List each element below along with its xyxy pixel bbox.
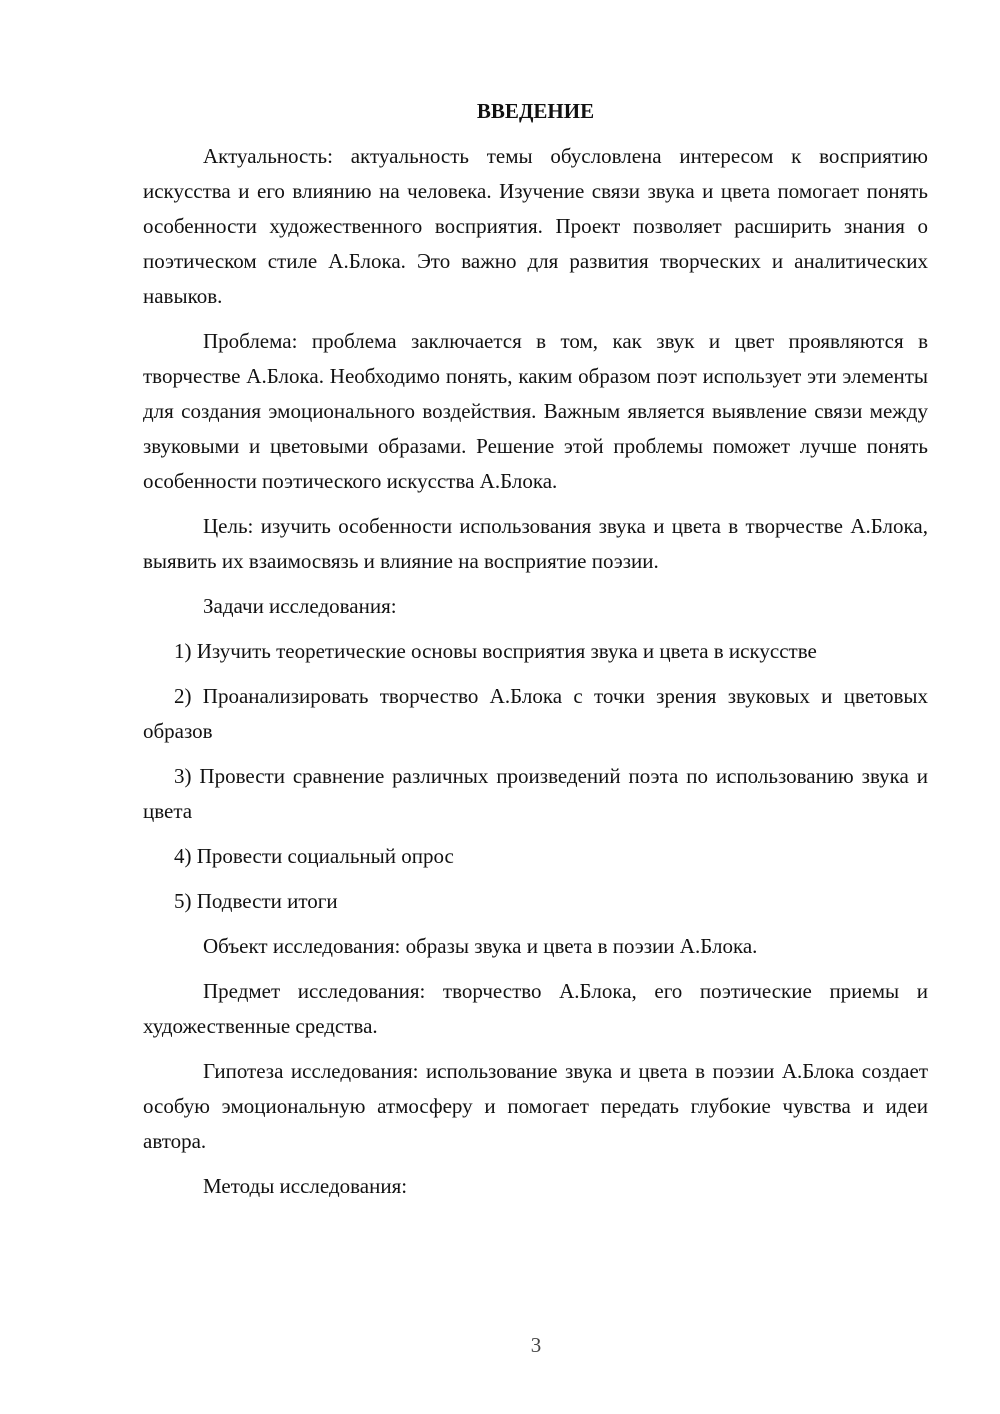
- task-item-2: 2) Проанализировать творчество А.Блока с точки зрения звуковых и цветовых образов: [143, 684, 928, 743]
- task-item-4: 4) Провести социальный опрос: [174, 844, 454, 868]
- paragraph-hypothesis: Гипотеза исследования: использование звука и цвета в поэзии А.Блока создает особую эмоциональную атмосферу и помогает передать глубокие чувства и идеи автора.: [143, 1059, 928, 1153]
- paragraph-problem: Проблема: проблема заключается в том, как звук и цвет проявляются в творчестве А.Блока. Необходимо понять, каким образом поэт использует эти элементы для создания эмоционального воздействия. Важным является выявление связи между звуковыми и цветовыми образами. Решение этой проблемы поможет лучше понять особенности поэтического искусства А.Блока.: [143, 329, 928, 493]
- paragraph-subject: Предмет исследования: творчество А.Блока, его поэтические приемы и художественные средства.: [143, 979, 928, 1038]
- page-number: 3: [530, 1333, 542, 1357]
- paragraph-relevance: Актуальность: актуальность темы обусловлена интересом к восприятию искусства и его влиянию на человека. Изучение связи звука и цвета помогает понять особенности художественного восприятия. Проект позволяет расширить знания о поэтическом стиле А.Блока. Это важно для развития творческих и аналитических навыков.: [143, 144, 928, 308]
- document-page: [143, 94, 928, 1214]
- methods-heading: Методы исследования:: [203, 1174, 408, 1198]
- section-title: ВВЕДЕНИЕ: [476, 99, 595, 123]
- paragraph-goal: Цель: изучить особенности использования звука и цвета в творчестве А.Блока, выявить их взаимосвязь и влияние на восприятие поэзии.: [143, 514, 928, 573]
- paragraph-object: Объект исследования: образы звука и цвета в поэзии А.Блока.: [203, 934, 758, 958]
- task-item-5: 5) Подвести итоги: [174, 889, 338, 913]
- task-item-3: 3) Провести сравнение различных произведений поэта по использованию звука и цвета: [143, 764, 928, 823]
- tasks-heading: Задачи исследования:: [203, 594, 397, 618]
- task-item-1: 1) Изучить теоретические основы восприятия звука и цвета в искусстве: [174, 639, 817, 663]
